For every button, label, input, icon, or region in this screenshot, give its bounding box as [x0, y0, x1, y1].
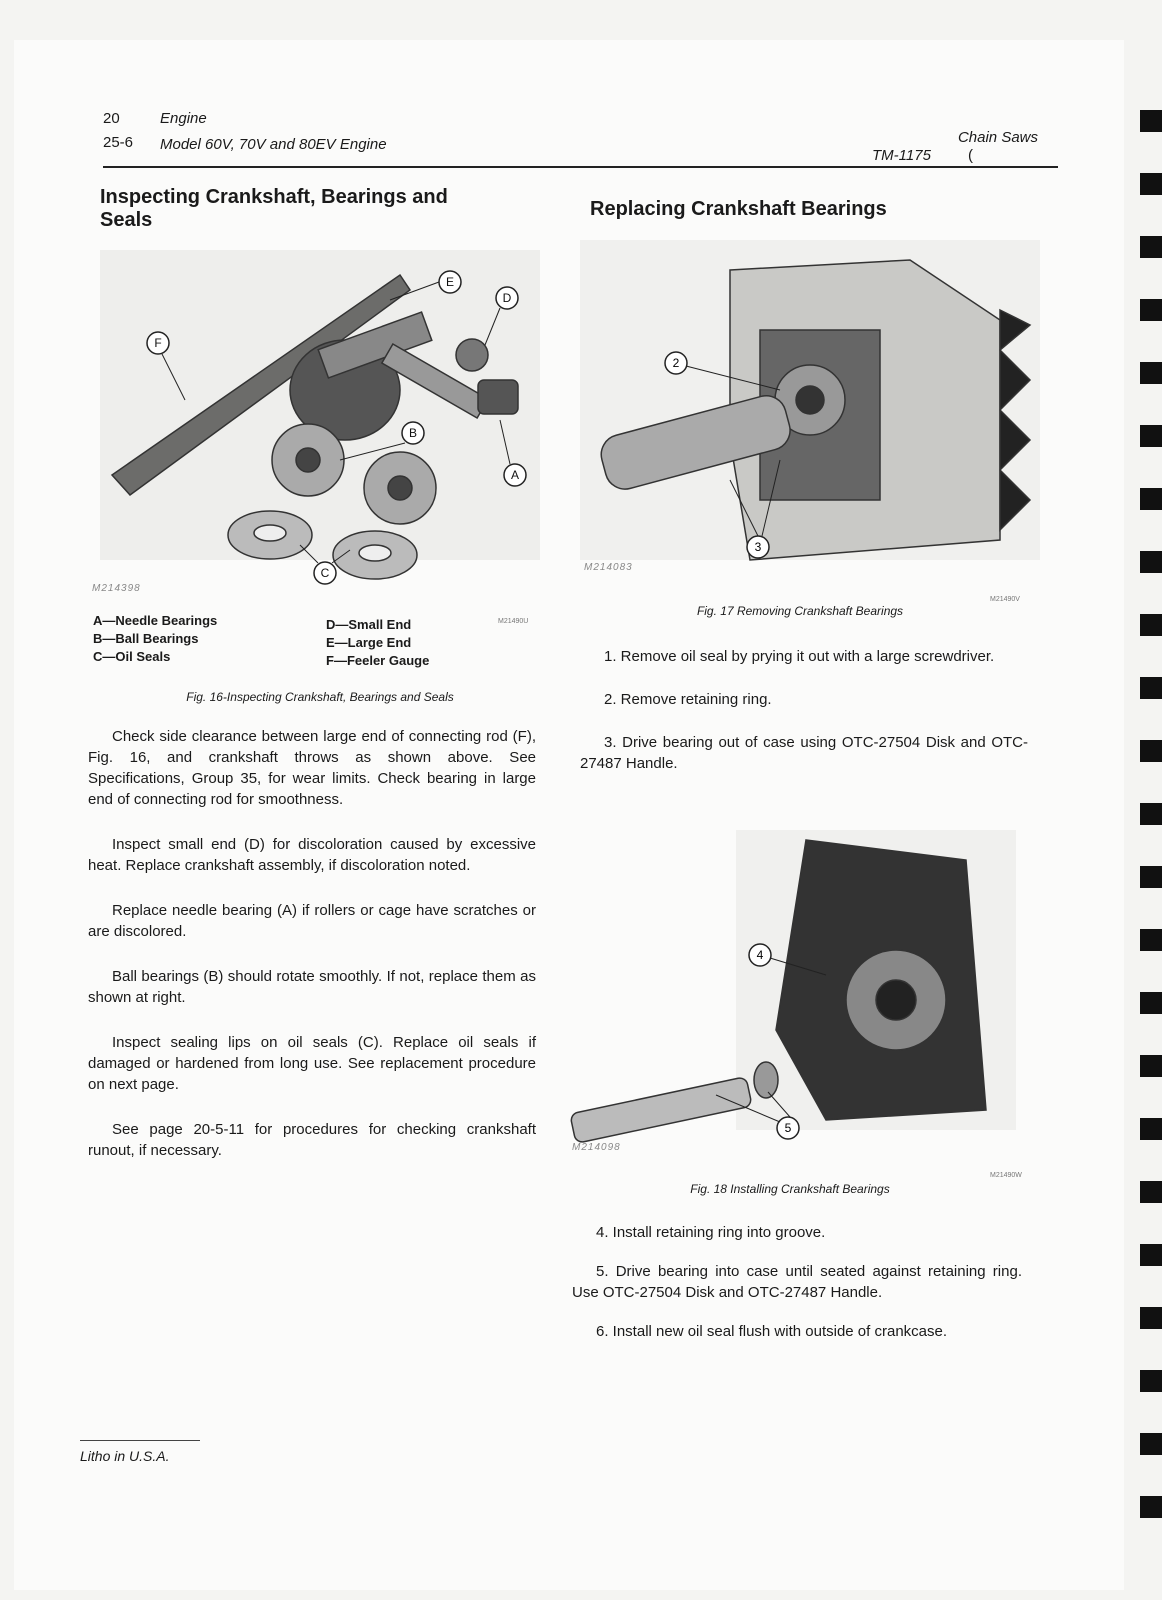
- paragraph: See page 20-5-11 for procedures for checking crankshaft runout, if necessary.: [88, 1121, 536, 1159]
- manual-number: TM-1175: [872, 147, 931, 164]
- binding-hole: [1140, 236, 1162, 258]
- callout-label: 5: [784, 1121, 792, 1135]
- step: 5. Drive bearing into case until seated against retaining ring. Use OTC-27504 Disk and OTC-27487 Handle.: [572, 1263, 1022, 1301]
- callout-label: A: [510, 468, 520, 482]
- callout-label: E: [445, 275, 455, 289]
- figure-17-crankcase-illustration: [580, 240, 1040, 570]
- binding-hole: [1140, 173, 1162, 195]
- group-title: Model 60V, 70V and 80EV Engine: [160, 136, 387, 153]
- manual-title: Chain Saws: [957, 129, 1038, 146]
- right-heading: Replacing Crankshaft Bearings: [590, 198, 887, 220]
- binding-hole: [1140, 1307, 1162, 1329]
- binding-hole: [1140, 1370, 1162, 1392]
- footer-litho: Litho in U.S.A.: [80, 1448, 170, 1464]
- figure-16-code: M214398: [92, 583, 141, 594]
- binding-hole: [1140, 1118, 1162, 1140]
- binding-hole: [1140, 1181, 1162, 1203]
- step: 2. Remove retaining ring.: [604, 691, 772, 708]
- figure-16-crankshaft-illustration: [100, 250, 540, 590]
- legend-item: E—Large End: [326, 635, 412, 650]
- left-column: [100, 186, 540, 232]
- paragraph: Inspect sealing lips on oil seals (C). Replace oil seals if damaged or hardened from long use. See replacement procedure on next page.: [88, 1034, 536, 1093]
- steps-4-6: [572, 1222, 1022, 1342]
- legend-item: C—Oil Seals: [93, 649, 171, 664]
- binding-hole: [1140, 1496, 1162, 1518]
- binding-hole: [1140, 362, 1162, 384]
- manual-number-suffix: (: [968, 147, 973, 164]
- figure-17-caption: Fig. 17 Removing Crankshaft Bearings: [696, 604, 904, 618]
- figure-18-crankcase-illustration: [566, 830, 1026, 1150]
- legend-item: F—Feeler Gauge: [326, 653, 430, 668]
- callout-label: 2: [672, 356, 680, 370]
- callout-label: 3: [754, 540, 762, 554]
- binding-hole: [1140, 1433, 1162, 1455]
- paragraph: Check side clearance between large end of connecting rod (F), Fig. 16, and crankshaft throws as shown above. See Specifications, Group 35, for wear limits. Check bearing in large end of connecting rod for smoothness.: [88, 728, 536, 808]
- binding-hole: [1140, 803, 1162, 825]
- binding-hole: [1140, 1244, 1162, 1266]
- binding-hole: [1140, 740, 1162, 762]
- binding-hole: [1140, 614, 1162, 636]
- figure-17-code-small: M21490V: [990, 596, 1020, 603]
- binding-hole: [1140, 110, 1162, 132]
- legend-item: A—Needle Bearings: [93, 613, 218, 628]
- section-title: Engine: [160, 110, 207, 127]
- steps-1-3: [580, 646, 1028, 774]
- binding-hole: [1140, 425, 1162, 447]
- binding-hole: [1140, 488, 1162, 510]
- left-heading: Inspecting Crankshaft, Bearings and Seals: [100, 186, 448, 231]
- step: 4. Install retaining ring into groove.: [596, 1224, 826, 1241]
- left-body: [88, 726, 536, 1161]
- paragraph: Replace needle bearing (A) if rollers or cage have scratches or are discolored.: [88, 902, 536, 940]
- paragraph: Inspect small end (D) for discoloration caused by excessive heat. Replace crankshaft assembly, if discoloration noted.: [88, 836, 536, 874]
- figure-18-caption: Fig. 18 Installing Crankshaft Bearings: [690, 1182, 890, 1196]
- binding-hole: [1140, 866, 1162, 888]
- callout-label: 4: [756, 948, 764, 962]
- figure-16-legend-right: [326, 616, 429, 670]
- binding-hole: [1140, 1055, 1162, 1077]
- figure-18-code: M214098: [572, 1142, 621, 1153]
- binding-hole: [1140, 992, 1162, 1014]
- figure-18-code-small: M21490W: [990, 1172, 1022, 1179]
- binding-hole: [1140, 299, 1162, 321]
- binding-hole: [1140, 929, 1162, 951]
- callout-label: D: [502, 291, 512, 305]
- binding-hole: [1140, 551, 1162, 573]
- step: 1. Remove oil seal by prying it out with a large screwdriver.: [604, 648, 995, 665]
- binding-hole: [1140, 677, 1162, 699]
- group-number: 25-6: [103, 134, 134, 151]
- callout-label: B: [408, 426, 418, 440]
- legend-item: D—Small End: [326, 617, 412, 632]
- section-number: 20: [103, 110, 120, 127]
- step: 3. Drive bearing out of case using OTC-27504 Disk and OTC-27487 Handle.: [580, 734, 1028, 772]
- paragraph: Ball bearings (B) should rotate smoothly. If not, replace them as shown at right.: [88, 968, 536, 1006]
- callout-label: F: [154, 336, 162, 350]
- legend-item: B—Ball Bearings: [93, 631, 199, 646]
- figure-16-code-small: M21490U: [498, 618, 529, 625]
- figure-16-caption: Fig. 16-Inspecting Crankshaft, Bearings and Seals: [186, 690, 454, 704]
- header-rule: [103, 166, 1058, 168]
- step: 6. Install new oil seal flush with outside of crankcase.: [596, 1323, 948, 1340]
- callout-label: C: [320, 566, 330, 580]
- figure-16-legend-left: [93, 612, 217, 666]
- figure-17-code: M214083: [584, 562, 633, 573]
- footer-rule: [80, 1440, 200, 1441]
